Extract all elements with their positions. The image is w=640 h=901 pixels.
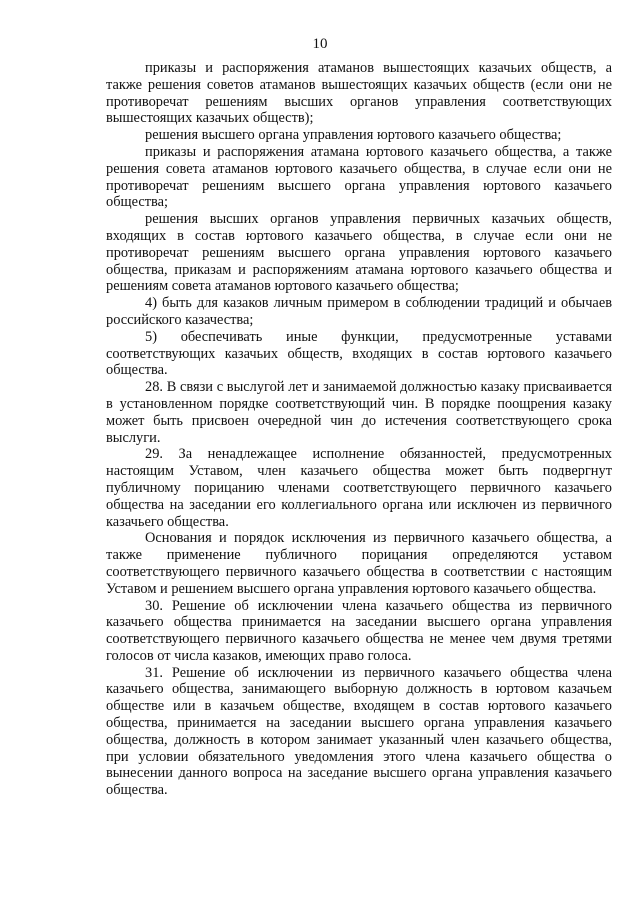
paragraph: решения высшего органа управления юртового казачьего общества;	[145, 127, 562, 144]
page-number: 10	[312, 36, 328, 52]
paragraph: решения высших органов управления первичных казачьих обществ, входящих в состав юртового казачьего общества, в случае если они не противоречат решениям высшего органа управления юртового казачьего общества, приказам и распоряжениям атамана юртового казачьего общества и решениям совета атаманов юртового казачьего общества;	[106, 211, 612, 295]
paragraph: 28. В связи с выслугой лет и занимаемой должностью казаку присваивается в установленном порядке соответствующий чин. В порядке поощрения казаку может быть присвоен очередной чин до истечения соответствующего срока выслуги.	[106, 379, 612, 446]
paragraph: 31. Решение об исключении из первичного казачьего общества члена казачьего общества, занимающего выборную должность в юртовом казачьем обществе или в казачьем обществе, входящем в состав юртового казачьего общества, принимается на заседании высшего органа управления казачьего общества, должность в котором занимает указанный член казачьего общества, при условии обязательного уведомления этого члена казачьего общества о вынесении данного вопроса на заседание высшего органа управления казачьего общества.	[106, 664, 612, 799]
document-body	[106, 60, 612, 799]
paragraph: 30. Решение об исключении члена казачьего общества из первичного казачьего общества принимается на заседании высшего органа управления соответствующего первичного казачьего общества не менее чем двумя третями голосов от числа казаков, имеющих право голоса.	[106, 597, 612, 664]
paragraph: 5) обеспечивать иные функции, предусмотренные уставами соответствующих казачьих обществ, входящих в состав юртового казачьего общества.	[106, 328, 612, 379]
paragraph: 29. За ненадлежащее исполнение обязанностей, предусмотренных настоящим Уставом, член казачьего общества может быть подвергнут публичному порицанию членами соответствующего первичного казачьего общества на заседании его коллегиального органа или исключен из первичного казачьего общества.	[106, 446, 612, 530]
paragraph: приказы и распоряжения атаманов вышестоящих казачьих обществ, а также решения советов атаманов вышестоящих казачьих обществ (если они не противоречат решениям высших органов управления соответствующих вышестоящих казачьих обществ);	[106, 60, 612, 127]
paragraph: приказы и распоряжения атамана юртового казачьего общества, а также решения совета атаманов юртового казачьего общества, в случае если они не противоречат решениям высшего органа управления юртового казачьего общества;	[106, 143, 612, 211]
paragraph: 4) быть для казаков личным примером в соблюдении традиций и обычаев российского казачества;	[106, 295, 612, 328]
paragraph: Основания и порядок исключения из первичного казачьего общества, а также применение публичного порицания определяются уставом соответствующего первичного казачьего общества в соответствии с настоящим Уставом и решением высшего органа управления юртового казачьего общества.	[106, 530, 612, 597]
